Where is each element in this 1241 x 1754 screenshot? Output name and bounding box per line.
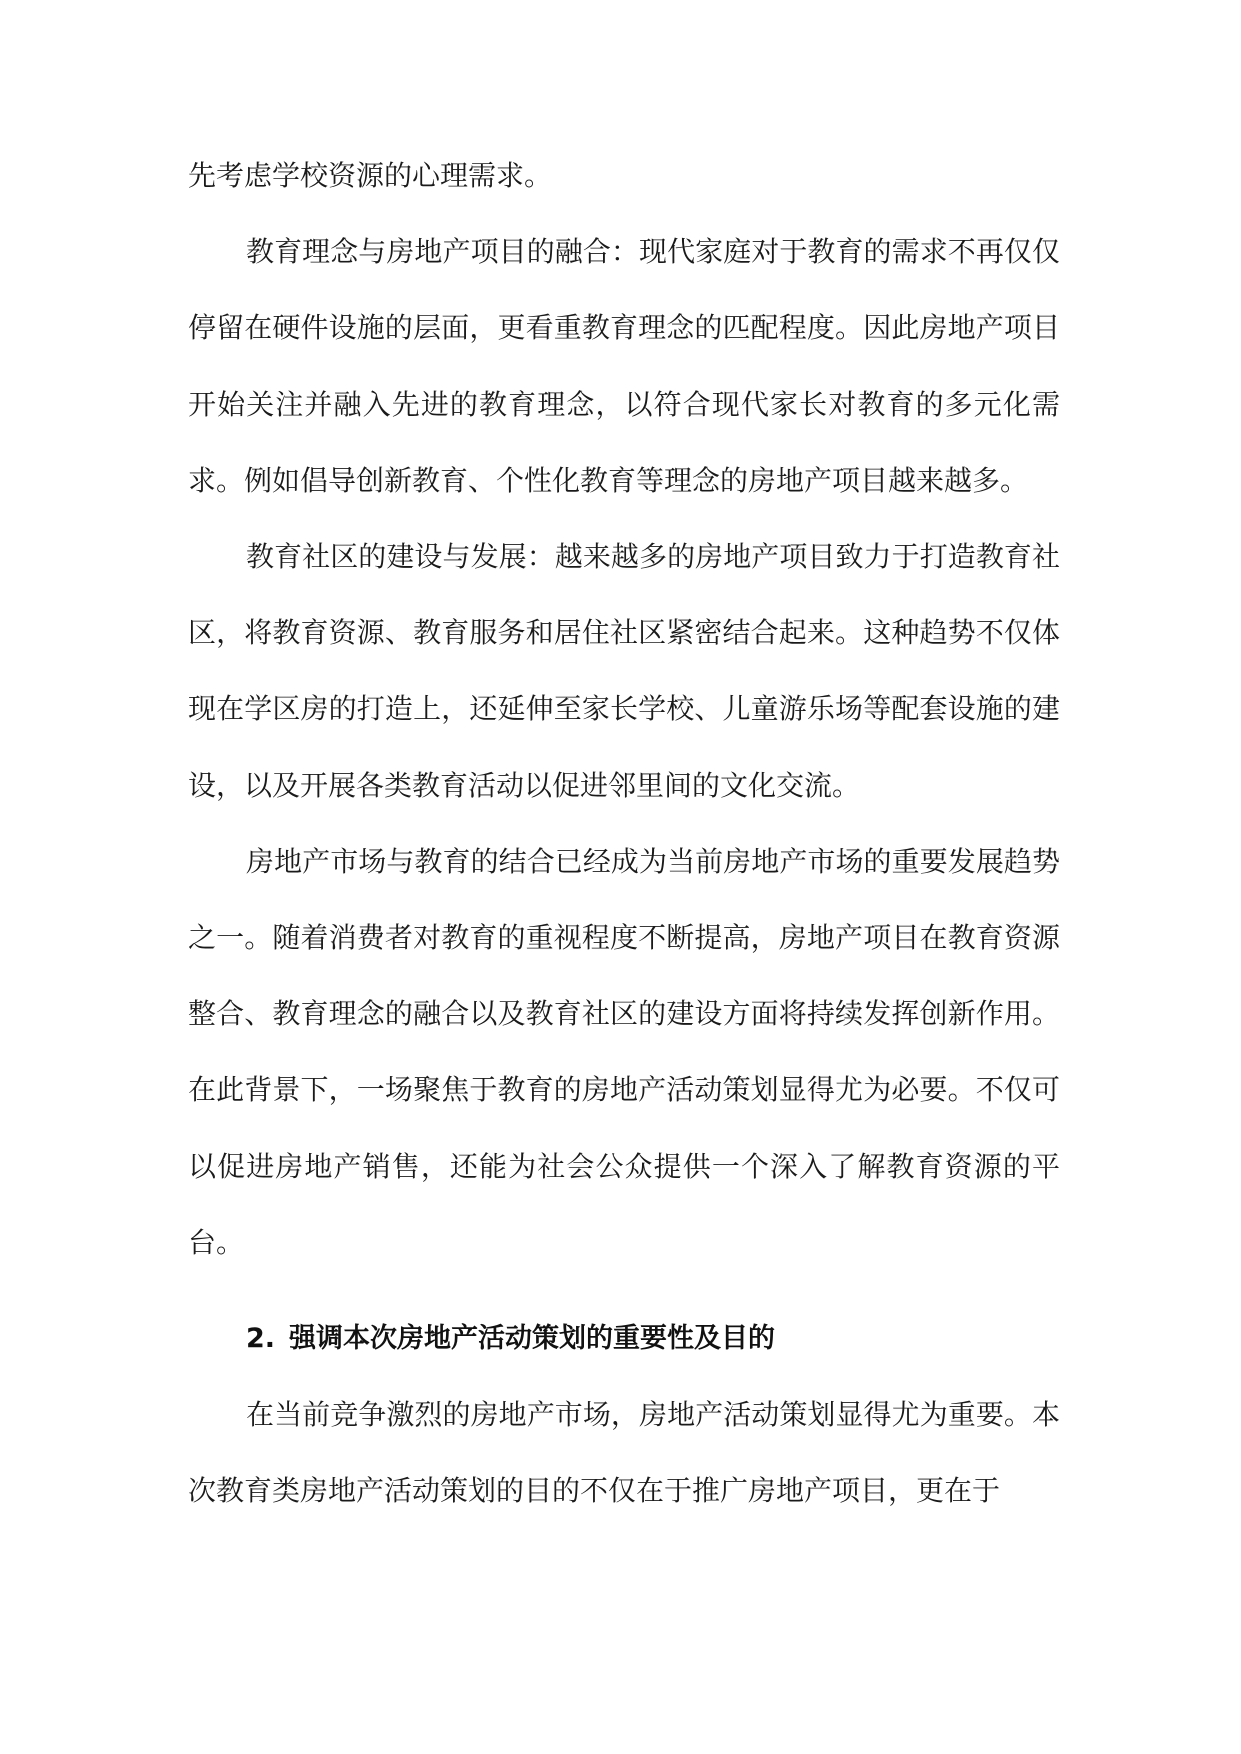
paragraph-importance: 在当前竞争激烈的房地产市场，房地产活动策划显得尤为重要。本次教育类房地产活动策划的目的不仅在于推广房地产项目，更在于	[188, 1398, 1060, 1508]
section-heading	[188, 1301, 1060, 1377]
section-number: 2.	[246, 1323, 276, 1355]
paragraph-market-trend: 房地产市场与教育的结合已经成为当前房地产市场的重要发展趋势之一。随着消费者对教育的重视程度不断提高，房地产项目在教育资源整合、教育理念的融合以及教育社区的建设方面将持续发挥创新作用。在此背景下，一场聚焦于教育的房地产活动策划显得尤为必要。不仅可以促进房地产销售，还能为社会公众提供一个深入了解教育资源的平台。	[188, 844, 1060, 1259]
section-title: 强调本次房地产活动策划的重要性及目的	[289, 1323, 776, 1355]
paragraph-education-concept: 教育理念与房地产项目的融合：现代家庭对于教育的需求不再仅仅停留在硬件设施的层面，更看重教育理念的匹配程度。因此房地产项目开始关注并融入先进的教育理念，以符合现代家长对教育的多元化需求。例如倡导创新教育、个性化教育等理念的房地产项目越来越多。	[188, 235, 1060, 497]
document-body	[188, 138, 1060, 1529]
paragraph-education-community: 教育社区的建设与发展：越来越多的房地产项目致力于打造教育社区，将教育资源、教育服务和居住社区紧密结合起来。这种趋势不仅体现在学区房的打造上，还延伸至家长学校、儿童游乐场等配套设施的建设，以及开展各类教育活动以促进邻里间的文化交流。	[188, 540, 1060, 802]
paragraph-continuation: 先考虑学校资源的心理需求。	[188, 159, 553, 192]
